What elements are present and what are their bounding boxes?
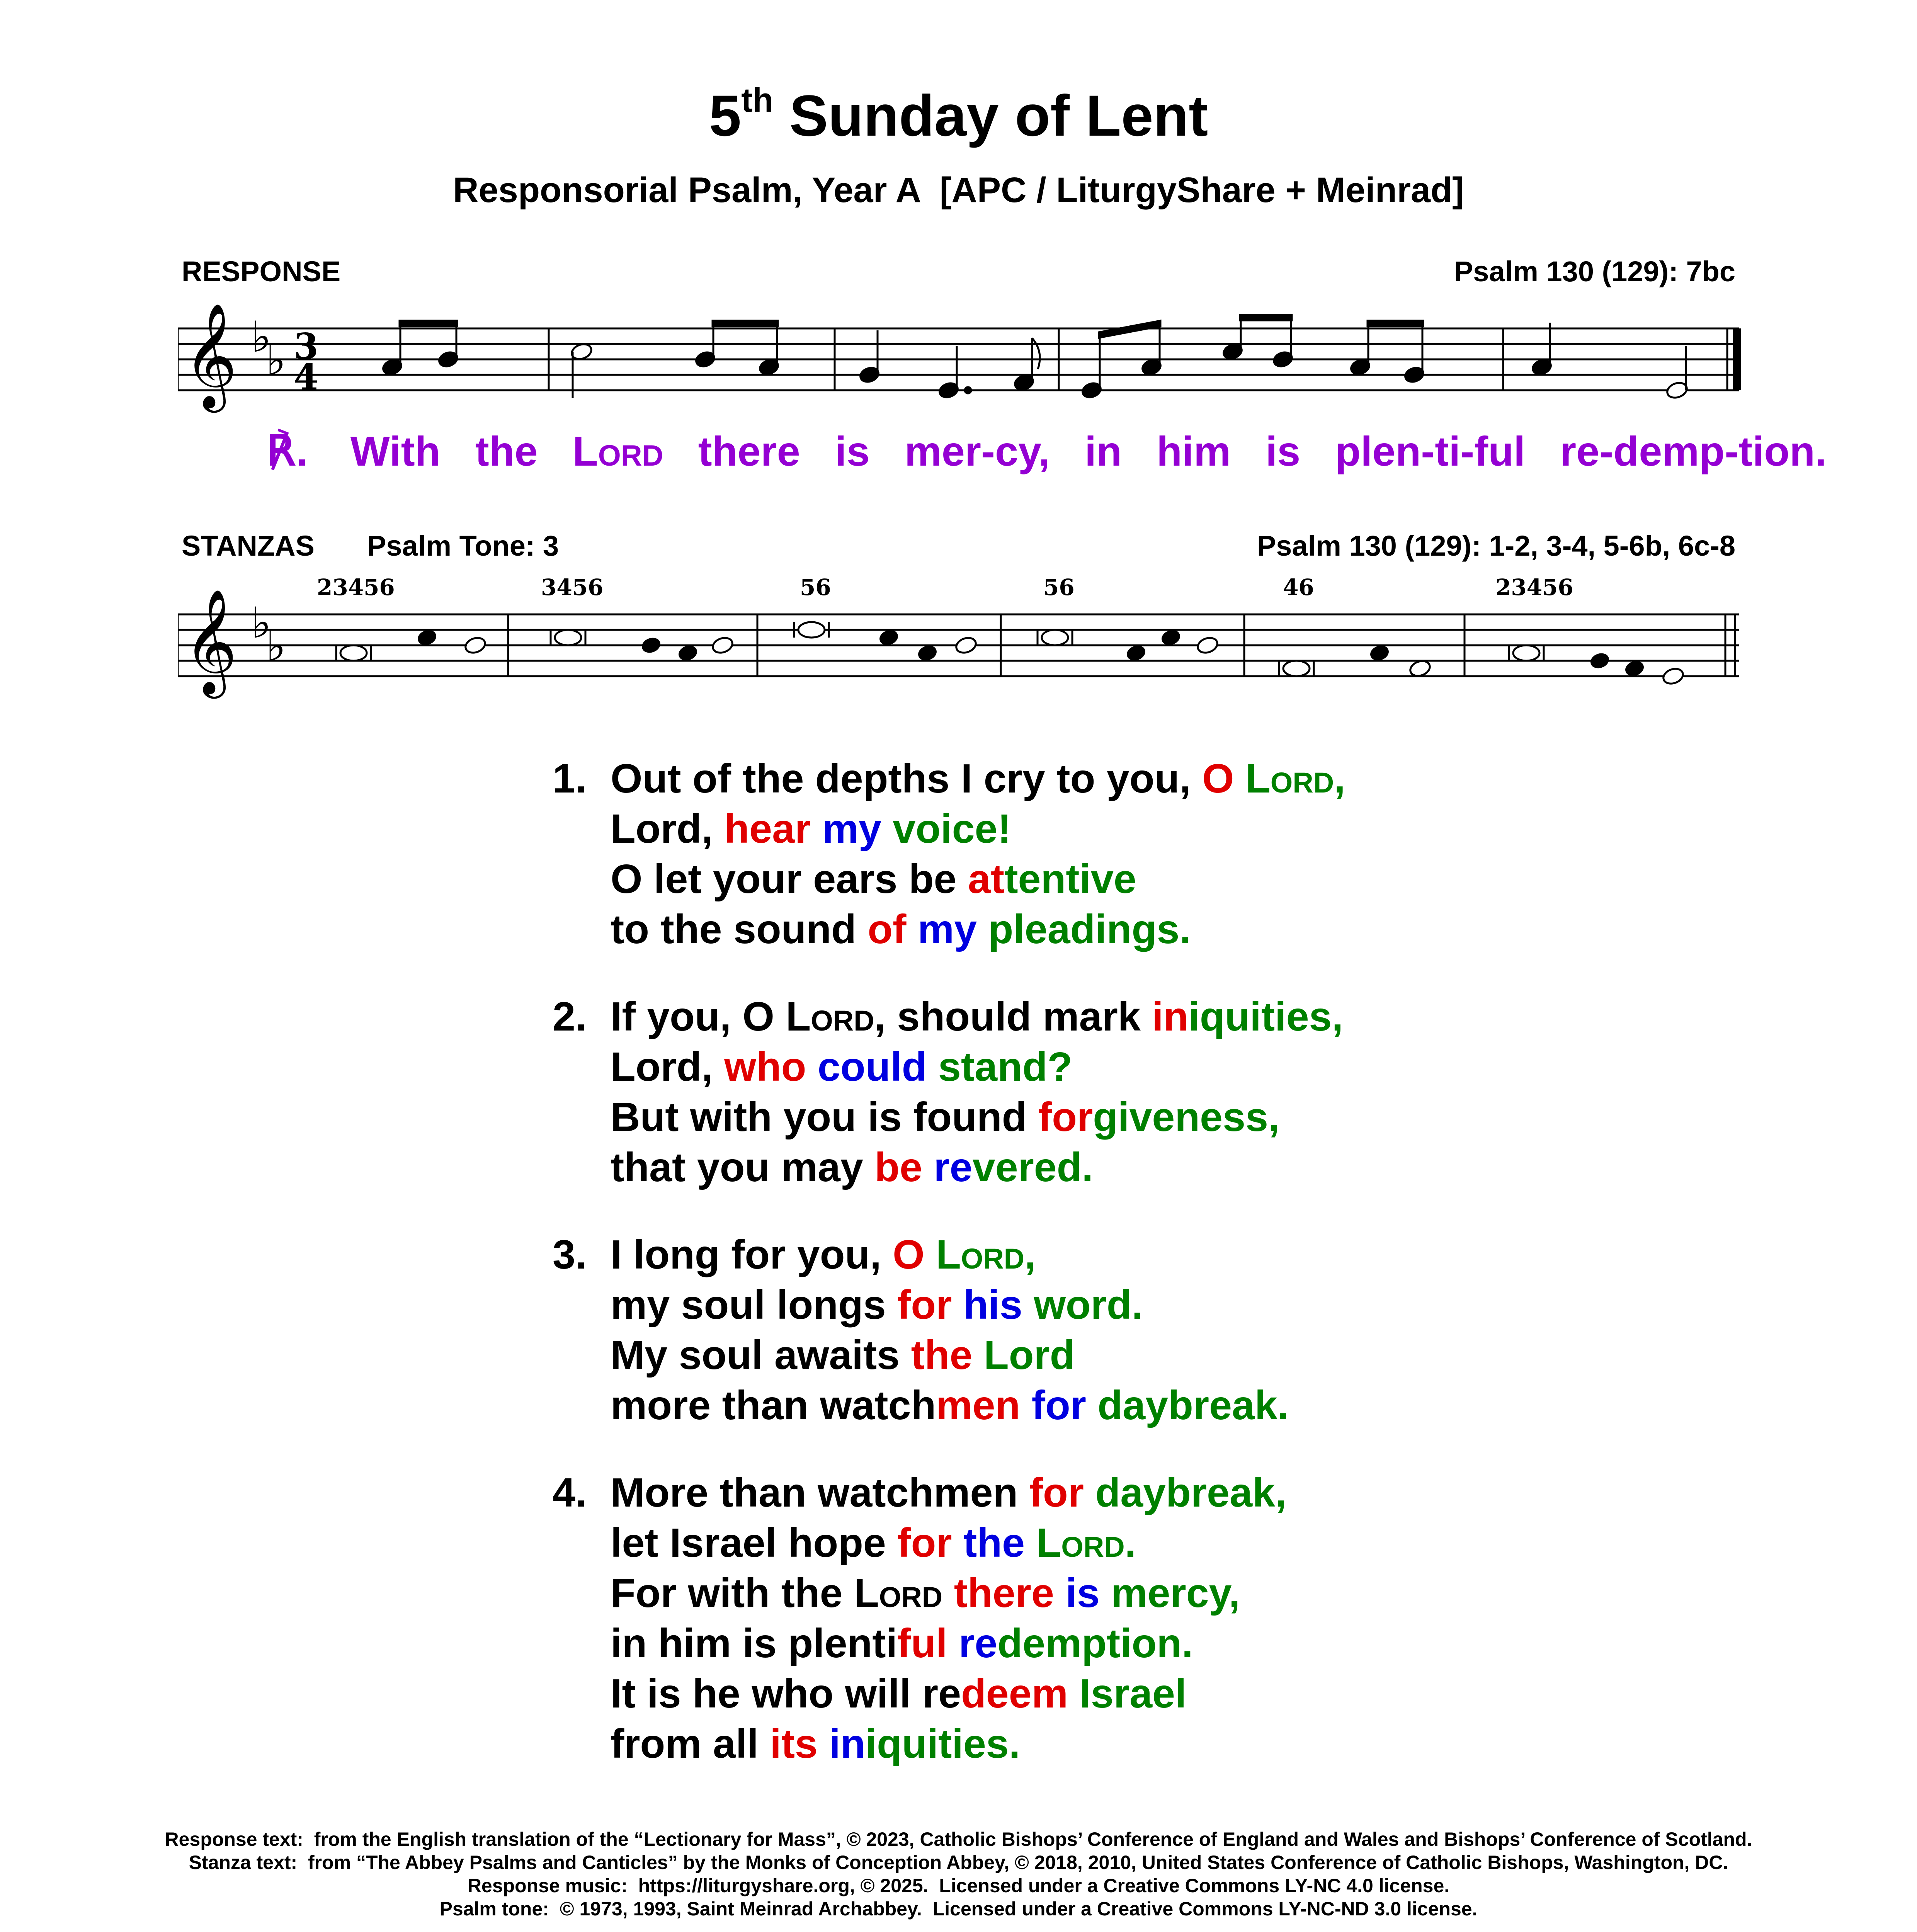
response-syllable: plen- [1335,428,1435,474]
stanza-segment: Lord [786,994,874,1039]
stanza [553,1468,1345,1769]
breve-note [1038,630,1072,645]
response-syllable: Lord [572,428,663,474]
response-lyrics [267,427,1827,476]
stanzas-reference: Psalm 130 (129): 1-2, 3-4, 5-6b, 6c-8 [1257,530,1735,562]
stanza [553,1230,1345,1430]
stanza-segment: giveness, [1093,1094,1280,1140]
copyright-line: Response text: from the English translation of the “Lectionary for Mass”, © 2023, Catholic Bishops’ Conference of England and Wales and Bishops’ Conference of Scotland. [165,1828,1752,1850]
psalm-tone-label: Psalm Tone: 3 [367,530,559,562]
stanza-segment: my [822,806,893,852]
stanza-number: 4. [553,1470,587,1515]
note [678,644,698,662]
response-syllable: tion. [1738,428,1827,474]
flat-icon: ♭ [266,621,286,671]
stanza-line [553,1468,1345,1518]
breve-note [1279,661,1314,676]
copyright-line: Psalm tone: © 1973, 1993, Saint Meinrad Archabbey. Licensed under a Creative Commons LY-NC-ND 3.0 license. [439,1898,1478,1920]
stanza-segment: hear [724,806,822,852]
stanza-segment [942,1570,954,1616]
stanza-segment: It is he who will re [611,1671,961,1716]
stanza-line [553,1092,1345,1142]
stanza-segment: stand? [938,1044,1073,1090]
note [1369,644,1390,662]
stanza-segment: at [968,856,1005,902]
stanza-segment: for [897,1520,964,1566]
stanza-line [553,1568,1345,1618]
stanza-line [553,1618,1345,1668]
treble-clef-icon: 𝄞 [184,588,237,694]
stanza-segment: my soul longs [611,1282,898,1328]
stanza-segment: from all [611,1721,770,1767]
response-syllable: him [1157,428,1231,474]
time-signature-bottom: 4 [294,356,319,398]
stanza-segment: Lord, [611,806,725,852]
measure-number: 23456 [317,574,395,600]
stanza-segment: O [893,1232,936,1277]
stanza-segment: Lord, [1245,756,1345,801]
stanza-segment: more than watch [611,1383,936,1428]
stanza [553,992,1345,1192]
stanza-segment: there [954,1570,1066,1616]
psalm-tone-staff [178,560,1747,723]
stanza-line [553,1518,1345,1568]
response-reference: Psalm 130 (129): 7bc [1454,255,1735,287]
response-syllable: ful [1474,428,1526,474]
stanza-line [553,1668,1345,1719]
stanza-segment: I long for you, [611,1232,893,1277]
stanza-segment: iquities, [1188,994,1343,1039]
stanza-segment: Israel [1079,1671,1187,1716]
stanza-segment: re [959,1621,998,1666]
note [954,635,978,655]
stanza-line [553,1042,1345,1092]
note [417,629,437,646]
stanza-line [553,753,1345,804]
note [879,629,899,646]
stanza-segment: But with you is found [611,1094,1038,1140]
flat-icon: ♭ [266,335,286,385]
response-syllable: the [475,428,538,474]
response-syllable: is [1266,428,1301,474]
measure-number: 56 [800,574,831,600]
stanza-line [553,1330,1345,1380]
stanza-segment: for [1029,1470,1095,1515]
stanza-segment: its [770,1721,829,1767]
stanza-line [553,1280,1345,1330]
stanza-segment: in [829,1721,866,1767]
note [1590,652,1610,669]
stanza-segment: the [963,1520,1036,1566]
stanza-list [553,753,1345,1806]
stanza-segment: is [1065,1570,1111,1616]
measure-number: 3456 [541,574,604,600]
stanza-segment: Lord. [1036,1520,1136,1566]
stanza-segment: my [917,906,988,952]
stanza-segment: Lord, [936,1232,1036,1277]
response-syllable: ti- [1435,428,1475,474]
response-syllable: in [1085,428,1122,474]
title-text: Sunday of Lent [773,83,1208,148]
stanza-segment: to the sound [611,906,868,952]
stanza-number: 3. [553,1232,587,1277]
breve-note [551,630,585,645]
stanza-segment: the [911,1332,984,1378]
breve-note [1509,645,1544,661]
stanza-segment: If you, O [611,994,786,1039]
stanza-segment: pleadings. [988,906,1191,952]
stanza-segment: Lord [984,1332,1075,1378]
page-title [0,81,1917,148]
note [1196,635,1219,655]
note [1624,660,1645,677]
stanza-segment: tentive [1004,856,1136,902]
stanza-segment: his [963,1282,1034,1328]
flat-icon: ♭ [251,598,271,648]
stanza-line [553,992,1345,1042]
note [1126,644,1146,662]
stanza-segment: for [897,1282,963,1328]
stanza-line [553,1380,1345,1430]
stanza-line [553,904,1345,954]
stanza-segment: , should mark [874,994,1152,1039]
stanza-segment: O [1202,756,1246,801]
stanza-segment: let Israel hope [611,1520,898,1566]
measure-number: 23456 [1495,574,1573,600]
stanza-segment: demption. [997,1621,1193,1666]
stanza-segment: for [1031,1383,1098,1428]
response-syllable: is [835,428,870,474]
stanza-segment: men [936,1383,1032,1428]
stanza-segment: daybreak. [1097,1383,1289,1428]
measure-number: 56 [1043,574,1075,600]
stanza-segment: My soul awaits [611,1332,911,1378]
measure-number: 46 [1283,574,1314,600]
stanza-line [553,1142,1345,1192]
copyright-line: Stanza text: from “The Abbey Psalms and Canticles” by the Monks of Conception Abbey, © 2018, 2010, United States Conference of Catholic Bishops, Washington, DC. [189,1852,1728,1873]
treble-clef-icon: 𝄞 [184,303,237,408]
stanza-segment: re [934,1145,973,1190]
response-syllable: demp- [1613,428,1739,474]
stanzas-label: STANZAS [182,530,315,562]
breve-note [336,645,371,661]
response-symbol: ℟. [267,428,308,474]
stanza-segment: deem [961,1671,1080,1716]
stanza-segment: word. [1034,1282,1143,1328]
note [917,644,937,662]
page-subtitle: Responsorial Psalm, Year A [APC / LiturgyShare + Meinrad] [453,170,1464,210]
stanza-segment: in him is plenti [611,1621,898,1666]
stanza-segment: voice! [893,806,1011,852]
response-syllable: With [350,428,441,474]
stanza-segment: O let your ears be [611,856,968,902]
stanza-number: 2. [553,994,587,1039]
stanza-segment: For with the [611,1570,854,1616]
response-syllable: mer- [904,428,995,474]
stanza-segment: Lord, [611,1044,725,1090]
copyright-line: Response music: https://liturgyshare.org, © 2025. Licensed under a Creative Commons LY-NC 4.0 license. [467,1875,1450,1896]
copyright-notes [0,1828,1917,1920]
note [463,635,487,655]
stanza-segment: be [874,1145,934,1190]
title-ordinal-suffix: th [741,81,774,119]
stanza-segment: Lord [854,1570,943,1616]
stanza-segment: in [1152,994,1189,1039]
stanza [553,753,1345,954]
note [1661,666,1685,686]
response-syllable: re- [1560,428,1614,474]
response-syllable: cy, [995,428,1050,474]
stanza-line [553,1230,1345,1280]
response-label: RESPONSE [182,255,341,287]
stanza-segment: could [817,1044,938,1090]
note [641,636,661,654]
time-signature-top: 3 [294,325,319,367]
note [1161,629,1181,646]
stanza-segment: of [867,906,918,952]
stanza-segment: More than watchmen [611,1470,1029,1515]
stanza-segment: Out of the depths I cry to you, [611,756,1203,801]
note [711,635,734,655]
stanza-number: 1. [553,756,587,801]
response-syllable: there [698,428,800,474]
breve-note [794,622,829,638]
stanza-segment: that you may [611,1145,875,1190]
stanza-segment: vered. [972,1145,1093,1190]
stanza-segment: who [724,1044,818,1090]
stanza-segment: for [1038,1094,1093,1140]
stanza-line [553,854,1345,904]
stanza-segment: mercy, [1111,1570,1240,1616]
stanza-line [553,804,1345,854]
stanza-segment: iquities. [865,1721,1021,1767]
stanza-segment: ful [897,1621,959,1666]
stanza-segment: daybreak, [1095,1470,1287,1515]
stanza-line [553,1719,1345,1769]
flat-icon: ♭ [251,312,271,362]
title-number: 5 [709,83,742,148]
